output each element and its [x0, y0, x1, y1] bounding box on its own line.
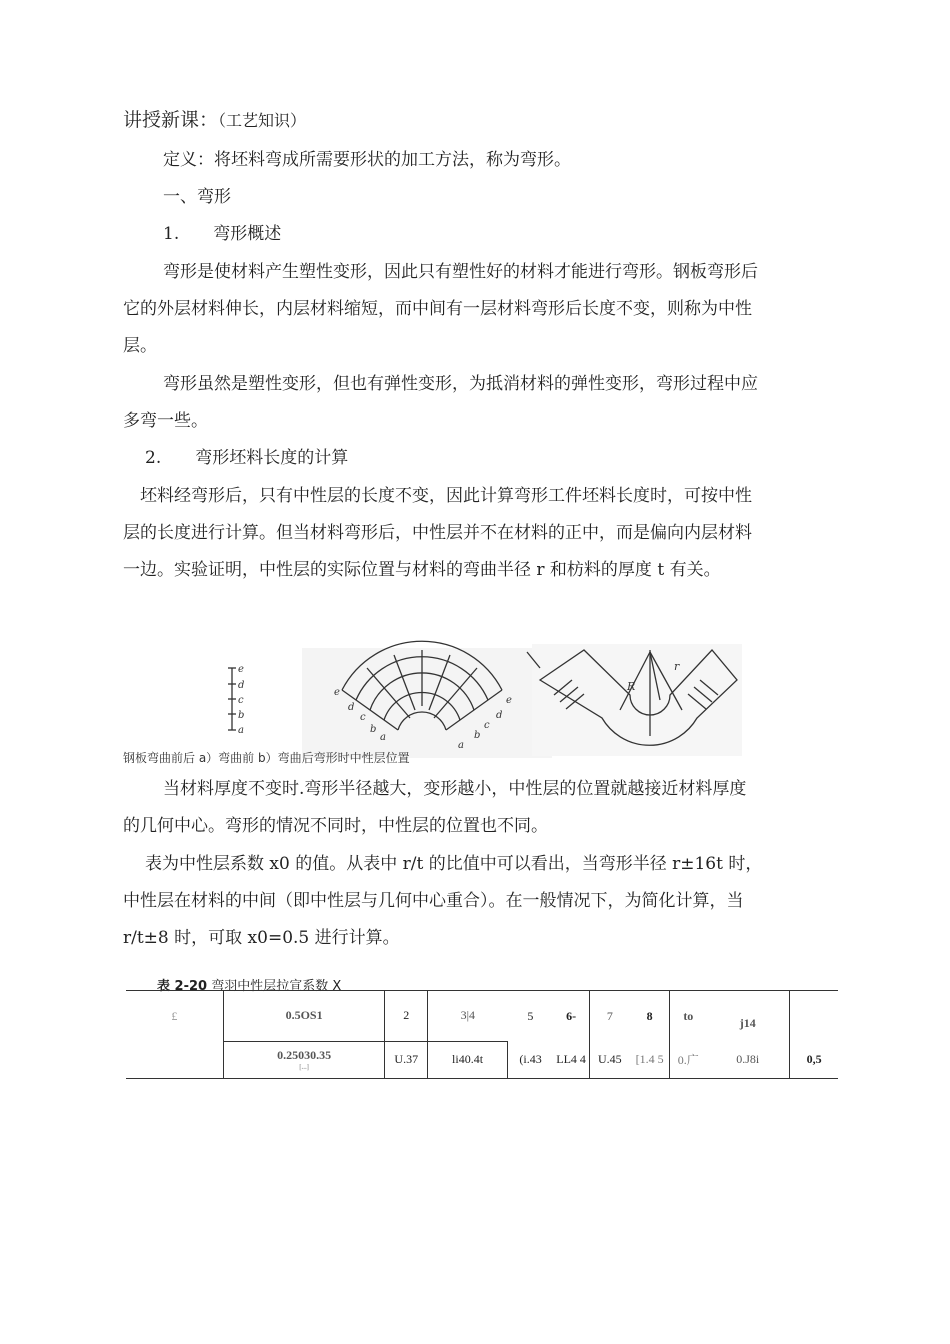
svg-text:d: d	[348, 702, 355, 713]
paragraph-line: 一边。实验证明，中性层的实际位置与材料的弯曲半径 r 和枋料的厚度 t 有关。	[123, 560, 721, 580]
svg-text:c: c	[360, 712, 366, 723]
table-cell: [1.4 5	[635, 1051, 664, 1066]
paragraph-line: r/t±8 时，可取 x0=0.5 进行计算。	[123, 928, 400, 948]
figure-caption: 钢板弯曲前后 a）弯曲前 b）弯曲后弯形时中性层位置	[123, 751, 410, 765]
table-cell	[223, 1041, 385, 1078]
radius-label-R: R	[627, 680, 636, 693]
table-cell	[126, 1041, 223, 1078]
svg-text:b: b	[370, 724, 377, 735]
table-cell: 0.J8i	[736, 1051, 760, 1066]
table-cell: to	[670, 991, 706, 1042]
label-e: e	[238, 664, 244, 675]
svg-text:b: b	[474, 730, 481, 741]
bending-figure	[222, 640, 742, 758]
heading-main: 讲授新课：	[123, 109, 219, 131]
paragraph-line: 多弯一些。	[123, 411, 208, 431]
table-cell: LL4 4	[556, 1051, 586, 1066]
straight-plate-diagram	[228, 668, 236, 730]
definition-text: 定义：将坯料弯成所需要形状的加工方法，称为弯形。	[163, 150, 571, 170]
paragraph-line: 当材料厚度不变时.弯形半径越大，变形越小，中性层的位置就越接近材料厚度	[163, 779, 747, 799]
paragraph-line: 层的长度进行计算。但当材料弯形后，中性层并不在材料的正中，而是偏向内层材料	[123, 523, 752, 543]
table-cell: U.45	[589, 1041, 629, 1078]
table-cell: U.37	[385, 1041, 428, 1078]
subsection-title-overview: 1. 弯形概述	[163, 224, 282, 244]
table-cell: 0,5	[790, 1041, 838, 1078]
svg-text:e: e	[334, 687, 340, 698]
section-heading	[123, 109, 306, 132]
table-cell-value: 0.25030.35	[277, 1048, 332, 1062]
svg-text:d: d	[496, 710, 503, 721]
table-cell: 5	[527, 1008, 534, 1023]
label-c: c	[238, 695, 244, 706]
table-row	[126, 991, 838, 1042]
table-cell: j14	[739, 1015, 756, 1030]
table-number: 表 2-20	[157, 979, 208, 994]
subsection-title-calc: 2. 弯形坯料长度的计算	[145, 448, 349, 468]
table-cell	[790, 991, 838, 1042]
paragraph-line: 中性层在材料的中间（即中性层与几何中心重合）。在一般情况下，为简化计算，当	[123, 891, 744, 911]
neutral-layer-coefficient-table	[126, 990, 838, 1079]
table-cell: 3|4	[428, 991, 508, 1042]
radius-label-r: r	[674, 660, 680, 673]
table-cell-note: [...]	[299, 1063, 310, 1071]
svg-text:a: a	[380, 732, 386, 743]
label-a: a	[238, 725, 244, 736]
table-cell: 2	[385, 991, 428, 1042]
figure-background	[302, 648, 552, 758]
paragraph-line: 弯形虽然是塑性变形，但也有弹性变形，为抵消材料的弹性变形，弯形过程中应	[163, 374, 758, 394]
svg-text:e: e	[506, 695, 512, 706]
table-title: 弯羽中性层拉宣系数 X	[211, 979, 342, 994]
paragraph-line: 它的外层材料伸长，内层材料缩短，而中间有一层材料弯形后长度不变，则称为中性	[123, 299, 752, 319]
paragraph-line: 层。	[123, 336, 157, 356]
svg-text:c: c	[484, 720, 490, 731]
table-cell: li40.4t	[428, 1041, 508, 1078]
heading-sub: （工艺知识）	[218, 111, 307, 130]
table-cell: 8	[646, 1008, 653, 1023]
section-title-bending: 一、弯形	[163, 187, 231, 207]
label-b: b	[238, 710, 245, 721]
table-cell: 7	[589, 991, 629, 1042]
table-cell: 0.广	[670, 1041, 706, 1078]
table-cell: 6-	[566, 1008, 577, 1023]
svg-text:a: a	[458, 740, 464, 751]
paragraph-line: 的几何中心。弯形的情况不同时，中性层的位置也不同。	[123, 816, 548, 836]
table-cell: (i.43	[519, 1051, 542, 1066]
paragraph-line: 坯料经弯形后，只有中性层的长度不变，因此计算弯形工件坯料长度时，可按中性	[140, 486, 752, 506]
table-cell: 0.5OS1	[223, 991, 385, 1042]
table-cell: £	[171, 1008, 178, 1023]
paragraph-line: 弯形是使材料产生塑性变形，因此只有塑性好的材料才能进行弯形。钢板弯形后	[163, 262, 758, 282]
label-d: d	[238, 680, 245, 691]
table-row	[126, 1041, 838, 1078]
paragraph-line: 表为中性层系数 x0 的值。从表中 r/t 的比值中可以看出，当弯形半径 r±16t 时，	[145, 854, 763, 874]
